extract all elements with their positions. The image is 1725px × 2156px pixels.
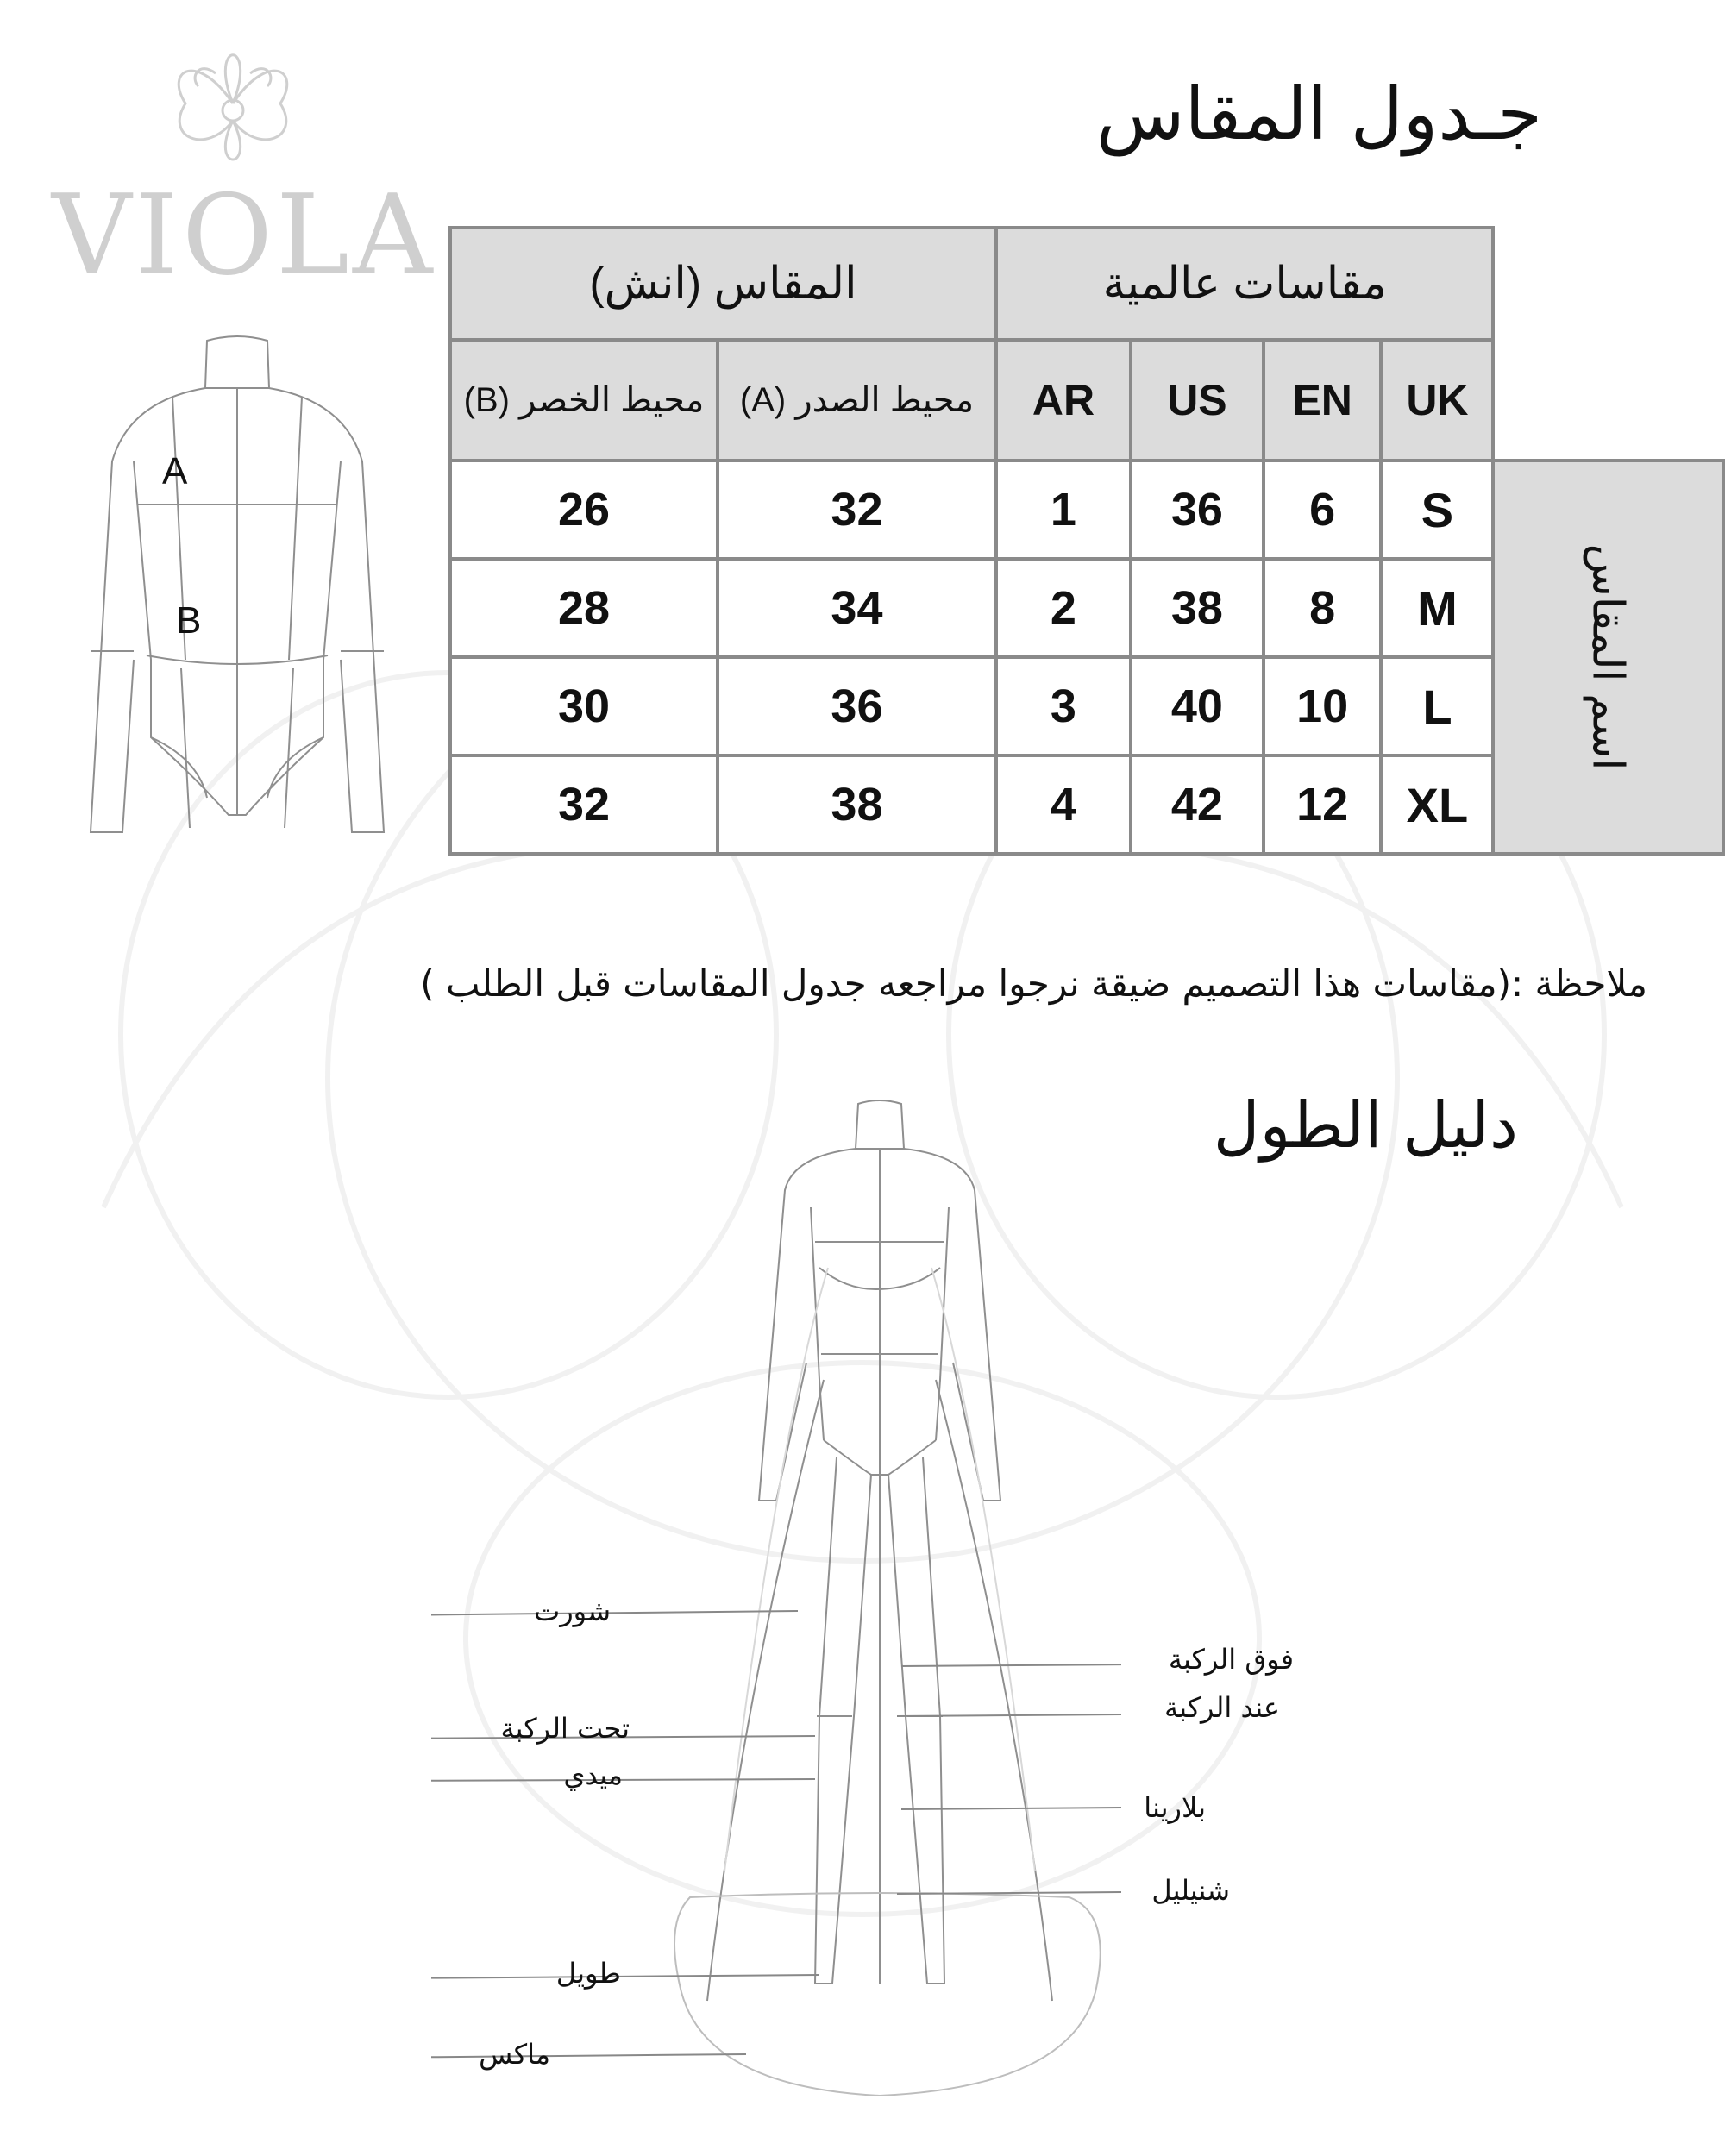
cell-en: 10 [1264,657,1382,755]
length-label-short: شورت [534,1595,611,1627]
marker-b: B [176,599,202,642]
length-label-chanel: شنيليل [1151,1874,1230,1907]
marker-a: A [162,450,188,492]
cell-en: 8 [1264,559,1382,657]
cell-ar: 2 [996,559,1131,657]
cell-waist: 26 [450,461,718,559]
length-guide-title: دليل الطول [1213,1088,1518,1163]
cell-chest: 36 [718,657,996,755]
cell-uk: M [1381,559,1493,657]
size-chart-title: جـدول المقاس [1095,72,1542,156]
cell-uk: S [1381,461,1493,559]
cell-waist: 28 [450,559,718,657]
cell-chest: 38 [718,755,996,854]
length-label-above-knee: فوق الركبة [1168,1643,1294,1676]
header-us: US [1131,340,1264,461]
cell-waist: 32 [450,755,718,854]
length-label-long: طويل [555,1957,621,1990]
cell-chest: 34 [718,559,996,657]
header-uk: UK [1381,340,1493,461]
length-label-midi: ميدي [563,1758,623,1791]
length-label-at-knee: عند الركبة [1164,1691,1280,1724]
size-name-label: اسم المقاس [1584,543,1633,771]
cell-us: 40 [1131,657,1264,755]
cell-ar: 1 [996,461,1131,559]
header-en: EN [1264,340,1382,461]
cell-uk: L [1381,657,1493,755]
cell-chest: 32 [718,461,996,559]
cell-waist: 30 [450,657,718,755]
brand-name: VIOLA [52,172,436,300]
cell-us: 38 [1131,559,1264,657]
table-row [450,461,1723,559]
size-note: ملاحظة :(مقاسات هذا التصميم ضيقة نرجوا مراجعه جدول المقاسات قبل الطلب ) [420,962,1647,1005]
header-international-group: مقاسات عالمية [996,228,1493,340]
header-measure-group: المقاس (انش) [450,228,996,340]
header-ar: AR [996,340,1131,461]
length-label-maxi: ماكس [479,2038,550,2071]
cell-ar: 3 [996,657,1131,755]
brand-logo [52,34,436,300]
flower-logo-icon [147,34,319,181]
cell-ar: 4 [996,755,1131,854]
length-label-below-knee: تحت الركبة [500,1712,630,1745]
cell-us: 42 [1131,755,1264,854]
cell-uk: XL [1381,755,1493,854]
length-label-ballerina: بلارينا [1144,1791,1206,1824]
bodysuit-figure-diagram [69,332,405,849]
header-chest: محيط الصدر (A) [718,340,996,461]
header-waist: محيط الخصر (B) [450,340,718,461]
cell-en: 6 [1264,461,1382,559]
row-header-size-name [1493,461,1723,854]
cell-us: 36 [1131,461,1264,559]
cell-en: 12 [1264,755,1382,854]
size-table [448,226,1725,856]
